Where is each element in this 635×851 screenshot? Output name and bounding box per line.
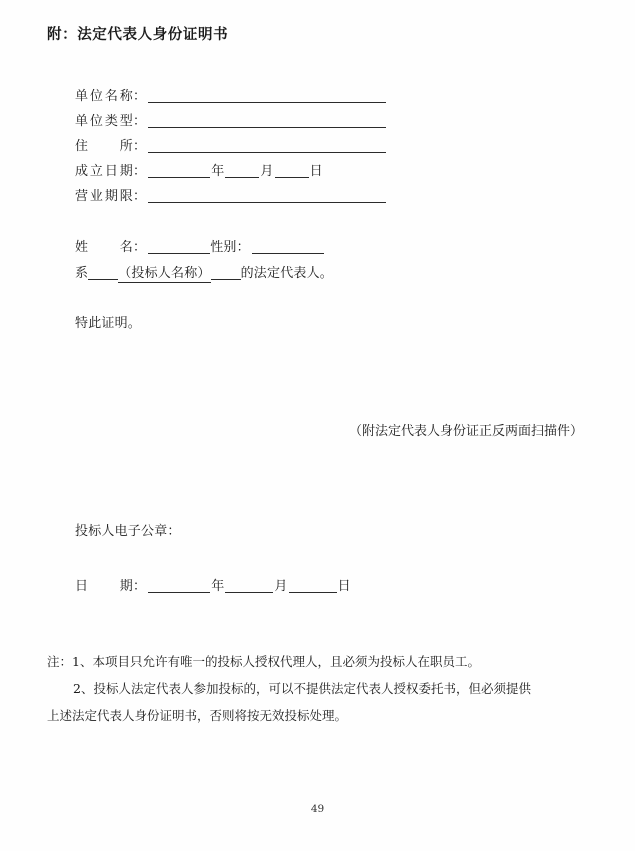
input-found-day[interactable] — [275, 163, 309, 178]
field-row-sign-date — [75, 578, 352, 594]
input-bidder-name-right[interactable] — [211, 265, 241, 280]
input-address[interactable] — [148, 138, 386, 153]
unit-year-found: 年 — [211, 164, 225, 179]
input-unit-name[interactable] — [148, 88, 386, 103]
field-row-unit-type — [75, 113, 386, 129]
field-row-address — [75, 138, 386, 154]
field-label-person-name-char-a: 姓 — [75, 240, 120, 255]
field-row-unit-name — [75, 88, 386, 104]
field-label-person-name-char-b: 名 — [119, 240, 133, 255]
input-person-name[interactable] — [148, 239, 210, 254]
unit-month-sign: 月 — [274, 579, 288, 594]
field-label-found-date: 成立日期 — [75, 164, 133, 179]
input-unit-type[interactable] — [148, 113, 386, 128]
input-found-month[interactable] — [225, 163, 259, 178]
relation-suffix: 的法定代表人。 — [240, 266, 334, 281]
field-label-business-term: 营业期限 — [75, 189, 133, 204]
remark-item-2-line-1: 2、投标人法定代表人参加投标的，可以不提供法定代表人授权委托书，但必须提供 — [73, 681, 531, 696]
input-bidder-name-left[interactable] — [88, 265, 118, 280]
field-label-gender: 性别 — [210, 240, 237, 255]
scan-attachment-note: （附法定代表人身份证正反两面扫描件） — [348, 424, 583, 439]
colon-business-term: ： — [133, 189, 147, 204]
field-row-found-date — [75, 163, 324, 179]
relation-prefix: 系 — [75, 266, 89, 281]
colon-unit-name: ： — [133, 89, 147, 104]
unit-year-sign: 年 — [211, 579, 225, 594]
field-label-sign-date-char-b: 期 — [119, 579, 133, 594]
page-title: 附：法定代表人身份证明书 — [47, 26, 229, 43]
field-row-business-term — [75, 188, 386, 204]
field-label-unit-name: 单位名称 — [75, 89, 133, 104]
remark-prefix: 注： — [47, 654, 73, 669]
input-sign-day[interactable] — [289, 578, 337, 593]
certify-statement: 特此证明。 — [75, 316, 142, 331]
field-label-unit-type: 单位类型 — [75, 114, 133, 129]
unit-day-sign: 日 — [337, 579, 351, 594]
field-label-sign-date-char-a: 日 — [75, 579, 120, 594]
unit-month-found: 月 — [260, 164, 274, 179]
input-found-year[interactable] — [148, 163, 210, 178]
seal-label: 投标人电子公章： — [75, 524, 181, 539]
input-business-term[interactable] — [148, 188, 386, 203]
remark-item-1-text: 1、本项目只允许有唯一的投标人授权代理人，且必须为投标人在职员工。 — [72, 654, 480, 669]
colon-address: ： — [133, 139, 147, 154]
field-row-person-name — [75, 239, 324, 255]
remark-item-1 — [47, 655, 595, 669]
page-number: 49 — [310, 803, 325, 815]
remark-item-2-line-2: 上述法定代表人身份证明书，否则将按无效投标处理。 — [47, 708, 348, 723]
unit-day-found: 日 — [309, 164, 323, 179]
input-sign-month[interactable] — [225, 578, 273, 593]
colon-sign-date: ： — [133, 579, 147, 594]
colon-unit-type: ： — [133, 114, 147, 129]
field-row-relation — [75, 265, 333, 281]
colon-gender: ： — [236, 240, 250, 255]
field-label-sign-date — [75, 580, 133, 594]
bidder-name-placeholder[interactable]: （投标人名称） — [118, 266, 211, 281]
field-label-address: 住 所 — [75, 139, 133, 154]
input-gender[interactable] — [252, 239, 324, 254]
input-sign-year[interactable] — [148, 578, 210, 593]
colon-found-date: ： — [133, 164, 147, 179]
field-label-person-name — [75, 241, 133, 255]
colon-person-name: ： — [133, 240, 147, 255]
